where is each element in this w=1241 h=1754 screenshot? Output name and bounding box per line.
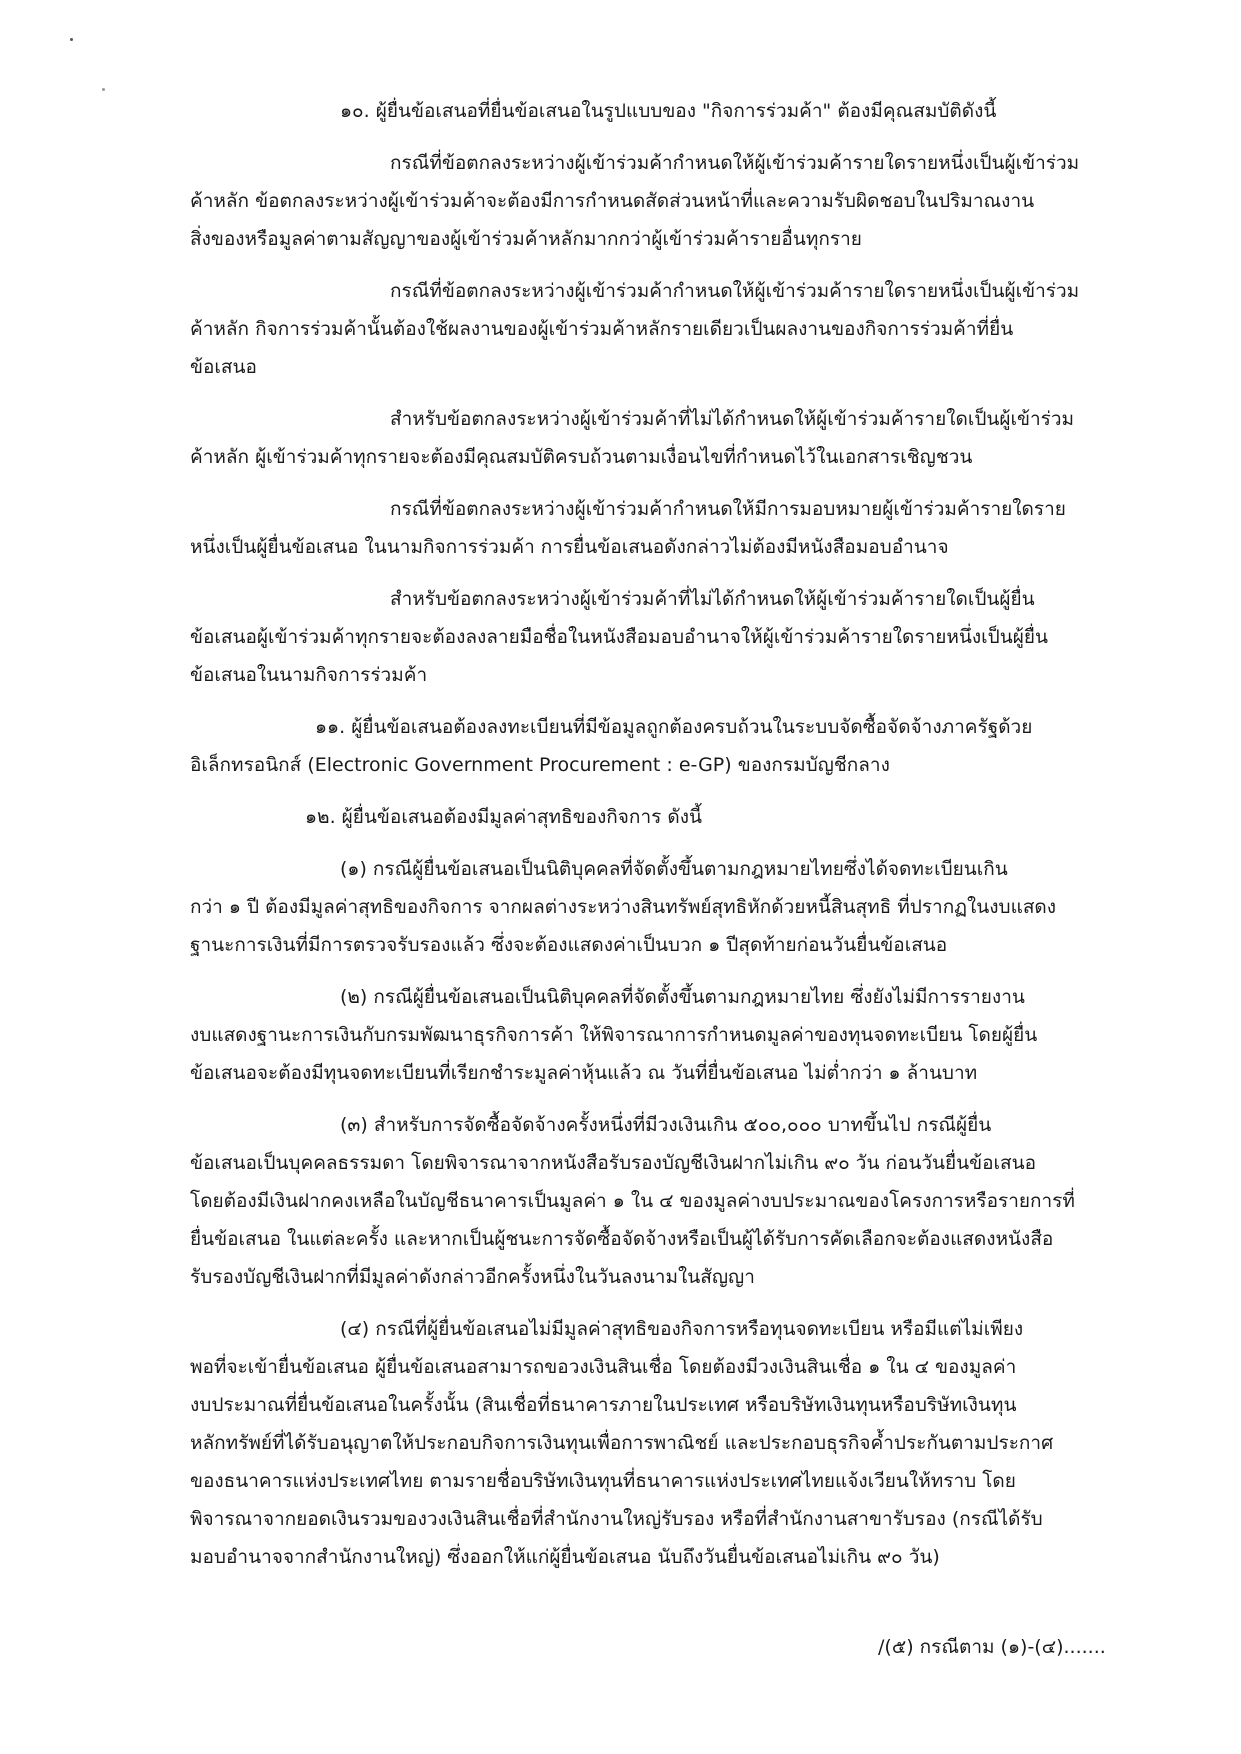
- text-line: ๑๑. ผู้ยื่นข้อเสนอต้องลงทะเบียนที่มีข้อมูลถูกต้องครบถ้วนในระบบจัดซื้อจัดจ้างภาครัฐด้วย: [315, 716, 1033, 738]
- text-line: (๒) กรณีผู้ยื่นข้อเสนอเป็นนิติบุคคลที่จัดตั้งขึ้นตามกฎหมายไทย ซึ่งยังไม่มีการรายงาน: [340, 986, 1025, 1008]
- text-line: ฐานะการเงินที่มีการตรวจรับรองแล้ว ซึ่งจะต้องแสดงค่าเป็นบวก ๑ ปีสุดท้ายก่อนวันยื่นข้อเสนอ: [190, 934, 948, 956]
- clause-10-paragraph-a: [190, 144, 1120, 258]
- clause-12-heading: [190, 798, 1120, 836]
- clause-10-paragraph-d: [190, 490, 1120, 566]
- text-line: ข้อเสนอผู้เข้าร่วมค้าทุกรายจะต้องลงลายมือชื่อในหนังสือมอบอำนาจให้ผู้เข้าร่วมค้ารายใดรายหนึ่งเป็นผู้ยื่น: [190, 626, 1048, 648]
- clause-10-heading: [190, 92, 1120, 130]
- document-body: [190, 92, 1120, 1576]
- text-line: ค้าหลัก ข้อตกลงระหว่างผู้เข้าร่วมค้าจะต้องมีการกำหนดสัดส่วนหน้าที่และความรับผิดชอบในปริมาณงาน: [190, 190, 1035, 212]
- text-line: ของธนาคารแห่งประเทศไทย ตามรายชื่อบริษัทเงินทุนที่ธนาคารแห่งประเทศไทยแจ้งเวียนให้ทราบ โดย: [190, 1470, 1016, 1492]
- text-line: กรณีที่ข้อตกลงระหว่างผู้เข้าร่วมค้ากำหนดให้มีการมอบหมายผู้เข้าร่วมค้ารายใดราย: [390, 498, 1066, 520]
- text-line: พอที่จะเข้ายื่นข้อเสนอ ผู้ยื่นข้อเสนอสามารถขอวงเงินสินเชื่อ โดยต้องมีวงเงินสินเชื่อ ๑ ใน ๔ ของมูลค่า: [190, 1356, 1017, 1378]
- page-continuation-footer: /(๕) กรณีตาม (๑)-(๔).......: [878, 1636, 1106, 1658]
- text-line: โดยต้องมีเงินฝากคงเหลือในบัญชีธนาคารเป็นมูลค่า ๑ ใน ๔ ของมูลค่างบประมาณของโครงการหรือรายการที่: [190, 1190, 1075, 1212]
- text-line: ข้อเสนอเป็นบุคคลธรรมดา โดยพิจารณาจากหนังสือรับรองบัญชีเงินฝากไม่เกิน ๙๐ วัน ก่อนวันยื่นข้อเสนอ: [190, 1152, 1037, 1174]
- scan-speck: [102, 88, 105, 91]
- text-line: สำหรับข้อตกลงระหว่างผู้เข้าร่วมค้าที่ไม่ได้กำหนดให้ผู้เข้าร่วมค้ารายใดเป็นผู้เข้าร่วม: [390, 408, 1075, 430]
- text-line: กรณีที่ข้อตกลงระหว่างผู้เข้าร่วมค้ากำหนดให้ผู้เข้าร่วมค้ารายใดรายหนึ่งเป็นผู้เข้าร่วม: [390, 152, 1080, 174]
- text-line: (๓) สำหรับการจัดซื้อจัดจ้างครั้งหนึ่งที่มีวงเงินเกิน ๕๐๐,๐๐๐ บาทขึ้นไป กรณีผู้ยื่น: [340, 1114, 992, 1136]
- clause-10-paragraph-e: [190, 580, 1120, 694]
- text-line: (๑) กรณีผู้ยื่นข้อเสนอเป็นนิติบุคคลที่จัดตั้งขึ้นตามกฎหมายไทยซึ่งได้จดทะเบียนเกิน: [340, 858, 1008, 880]
- clause-11: [190, 708, 1120, 784]
- text-line: งบประมาณที่ยื่นข้อเสนอในครั้งนั้น (สินเชื่อที่ธนาคารภายในประเทศ หรือบริษัทเงินทุนหรือบริษัทเงินทุน: [190, 1394, 1017, 1416]
- text-line: สำหรับข้อตกลงระหว่างผู้เข้าร่วมค้าที่ไม่ได้กำหนดให้ผู้เข้าร่วมค้ารายใดเป็นผู้ยื่น: [390, 588, 1035, 610]
- clause-10-paragraph-b: [190, 272, 1120, 386]
- text-line: งบแสดงฐานะการเงินกับกรมพัฒนาธุรกิจการค้า ให้พิจารณาการกำหนดมูลค่าของทุนจดทะเบียน โดยผู้ยื่น: [190, 1024, 1038, 1046]
- text-line: ๑๒. ผู้ยื่นข้อเสนอต้องมีมูลค่าสุทธิของกิจการ ดังนี้: [305, 806, 702, 828]
- text-line: กรณีที่ข้อตกลงระหว่างผู้เข้าร่วมค้ากำหนดให้ผู้เข้าร่วมค้ารายใดรายหนึ่งเป็นผู้เข้าร่วม: [390, 280, 1080, 302]
- text-line: กว่า ๑ ปี ต้องมีมูลค่าสุทธิของกิจการ จากผลต่างระหว่างสินทรัพย์สุทธิหักด้วยหนี้สินสุทธิ ที่ปรากฏในงบแสดง: [190, 896, 1057, 918]
- text-line: ข้อเสนอในนามกิจการร่วมค้า: [190, 664, 428, 686]
- text-line: ค้าหลัก ผู้เข้าร่วมค้าทุกรายจะต้องมีคุณสมบัติครบถ้วนตามเงื่อนไขที่กำหนดไว้ในเอกสารเชิญชวน: [190, 446, 973, 468]
- text-line: มอบอำนาจจากสำนักงานใหญ่) ซึ่งออกให้แก่ผู้ยื่นข้อเสนอ นับถึงวันยื่นข้อเสนอไม่เกิน ๙๐ วัน): [190, 1546, 940, 1568]
- text-line: รับรองบัญชีเงินฝากที่มีมูลค่าดังกล่าวอีกครั้งหนึ่งในวันลงนามในสัญญา: [190, 1266, 755, 1288]
- text-line: (๔) กรณีที่ผู้ยื่นข้อเสนอไม่มีมูลค่าสุทธิของกิจการหรือทุนจดทะเบียน หรือมีแต่ไม่เพียง: [340, 1318, 1024, 1340]
- text-line: พิจารณาจากยอดเงินรวมของวงเงินสินเชื่อที่สำนักงานใหญ่รับรอง หรือที่สำนักงานสาขารับรอง (กรณีได้รับ: [190, 1508, 1043, 1530]
- clause-12-item-3: [190, 1106, 1120, 1296]
- clause-12-item-4: [190, 1310, 1120, 1576]
- text-line: ค้าหลัก กิจการร่วมค้านั้นต้องใช้ผลงานของผู้เข้าร่วมค้าหลักรายเดียวเป็นผลงานของกิจการร่วมค้าที่ยื่น: [190, 318, 1014, 340]
- text-line: ยื่นข้อเสนอ ในแต่ละครั้ง และหากเป็นผู้ชนะการจัดซื้อจัดจ้างหรือเป็นผู้ได้รับการคัดเลือกจะต้องแสดงหนังสือ: [190, 1228, 1054, 1250]
- text-line: ข้อเสนอจะต้องมีทุนจดทะเบียนที่เรียกชำระมูลค่าหุ้นแล้ว ณ วันที่ยื่นข้อเสนอ ไม่ต่ำกว่า ๑ ล้านบาท: [190, 1062, 978, 1084]
- text-line: หลักทรัพย์ที่ได้รับอนุญาตให้ประกอบกิจการเงินทุนเพื่อการพาณิชย์ และประกอบธุรกิจค้ำประกันตามประกาศ: [190, 1432, 1054, 1454]
- text-line: ข้อเสนอ: [190, 356, 257, 378]
- text-line: อิเล็กทรอนิกส์ (Electronic Government Procurement : e-GP) ของกรมบัญชีกลาง: [190, 754, 890, 776]
- text-line: สิ่งของหรือมูลค่าตามสัญญาของผู้เข้าร่วมค้าหลักมากกว่าผู้เข้าร่วมค้ารายอื่นทุกราย: [190, 228, 862, 250]
- text-line: ๑๐. ผู้ยื่นข้อเสนอที่ยื่นข้อเสนอในรูปแบบของ "กิจการร่วมค้า" ต้องมีคุณสมบัติดังนี้: [340, 100, 997, 122]
- text-line: หนึ่งเป็นผู้ยื่นข้อเสนอ ในนามกิจการร่วมค้า การยื่นข้อเสนอดังกล่าวไม่ต้องมีหนังสือมอบอำนาจ: [190, 536, 949, 558]
- clause-12-item-1: [190, 850, 1120, 964]
- scan-speck: [70, 38, 73, 41]
- clause-12-item-2: [190, 978, 1120, 1092]
- clause-10-paragraph-c: [190, 400, 1120, 476]
